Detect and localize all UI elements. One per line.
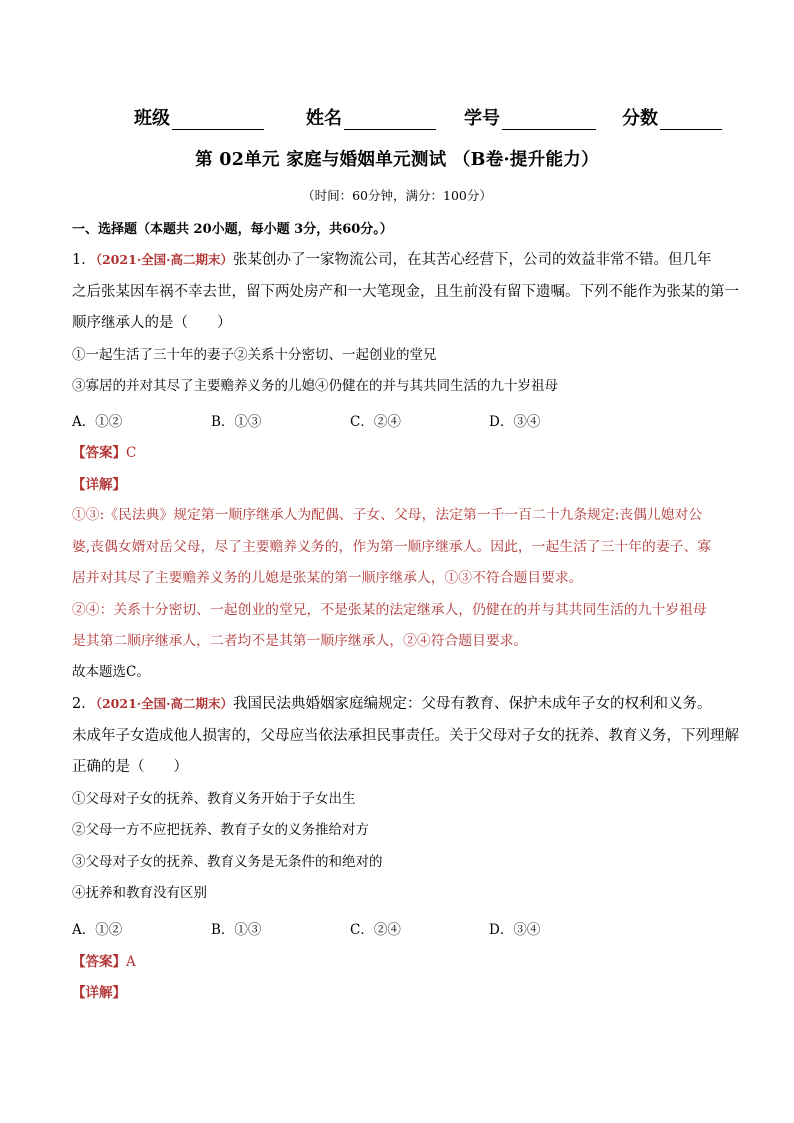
q1-stem-line-1 xyxy=(72,245,724,276)
q2-stem-line-2: 未成年子女造成他人损害的，父母应当依法承担民事责任。关于父母对子女的抚养、教育义务，下列理解 xyxy=(72,728,739,744)
q1-conclusion: 故本题选C。 xyxy=(72,664,150,680)
q1-source: （2021·全国·高二期末） xyxy=(95,252,233,267)
q2-item-4: ④抚养和教育没有区别 xyxy=(72,885,207,901)
score-field xyxy=(622,104,722,130)
q2-stem-line-3: 正确的是（ ） xyxy=(72,759,188,775)
page-subtitle: （时间：60分钟，满分：100分） xyxy=(302,188,492,203)
q1-detail-label: 【详解】 xyxy=(72,477,126,493)
score-label: 分数 xyxy=(622,108,658,129)
class-label: 班级 xyxy=(134,108,170,129)
q2-option-a[interactable]: A．①② xyxy=(72,922,123,938)
q2-answer xyxy=(72,950,136,970)
name-field xyxy=(306,104,464,130)
q1-detail-line-2: 婆,丧偶女婿对岳父母，尽了主要赡养义务的，作为第一顺序继承人。因此，一起生活了三十年的妻子、寡 xyxy=(72,539,712,555)
q1-option-d[interactable]: D．③④ xyxy=(489,414,541,430)
q1-item-line-1: ①一起生活了三十年的妻子②关系十分密切、一起创业的堂兄 xyxy=(72,347,437,363)
q1-number: 1． xyxy=(72,252,96,268)
id-blank[interactable] xyxy=(502,111,596,130)
q1-detail-line-4: ②④：关系十分密切、一起创业的堂兄，不是张某的法定继承人，仍健在的并与其共同生活的九十岁祖母 xyxy=(72,602,707,618)
q2-item-2: ②父母一方不应把抚养、教育子女的义务推给对方 xyxy=(72,822,369,838)
q1-option-a[interactable]: A．①② xyxy=(72,414,123,430)
q2-answer-value: A xyxy=(126,954,136,970)
q1-detail-line-3: 居并对其尽了主要赡养义务的儿媳是张某的第一顺序继承人，①③不符合题目要求。 xyxy=(72,570,583,586)
id-label: 学号 xyxy=(464,108,500,129)
q2-source: （2021·全国·高二期末） xyxy=(95,696,233,711)
q2-detail-label: 【详解】 xyxy=(72,985,126,1001)
score-blank[interactable] xyxy=(660,111,722,130)
q1-detail-line-1: ①③:《民法典》规定第一顺序继承人为配偶、子女、父母，法定第一千一百二十九条规定:丧偶儿媳对公 xyxy=(72,507,703,523)
id-field xyxy=(464,104,622,130)
q2-stem-line-1 xyxy=(72,689,724,720)
q1-item-line-2: ③寡居的并对其尽了主要赡养义务的儿媳④仍健在的并与其共同生活的九十岁祖母 xyxy=(72,378,558,394)
q2-options xyxy=(72,918,724,938)
section-heading: 一、选择题（本题共 20小题，每小题 3分，共60分。） xyxy=(72,222,393,237)
q1-detail-line-5: 是其第二顺序继承人，二者均不是其第一顺序继承人，②④符合题目要求。 xyxy=(72,633,528,649)
q1-answer-label: 【答案】 xyxy=(72,445,126,461)
page-title: 第 02单元 家庭与婚姻单元测试 （B卷·提升能力） xyxy=(195,150,599,170)
q2-number: 2． xyxy=(72,696,96,712)
q1-option-b[interactable]: B．①③ xyxy=(211,414,262,430)
class-field xyxy=(134,104,306,130)
name-label: 姓名 xyxy=(306,108,342,129)
q2-item-1: ①父母对子女的抚养、教育义务开始于子女出生 xyxy=(72,791,356,807)
q1-answer xyxy=(72,441,136,461)
q1-stem-line-3: 顺序继承人的是（ ） xyxy=(72,315,232,331)
q1-text-1: 张某创办了一家物流公司，在其苦心经营下，公司的效益非常不错。但几年 xyxy=(232,252,712,268)
q1-option-c[interactable]: C．②④ xyxy=(350,414,401,430)
student-info-row xyxy=(134,104,724,130)
name-blank[interactable] xyxy=(344,111,436,130)
q2-item-3: ③父母对子女的抚养、教育义务是无条件的和绝对的 xyxy=(72,854,383,870)
q1-answer-value: C xyxy=(126,445,137,461)
class-blank[interactable] xyxy=(172,111,264,130)
q2-option-d[interactable]: D．③④ xyxy=(489,922,541,938)
q2-text-1: 我国民法典婚姻家庭编规定：父母有教育、保护未成年子女的权利和义务。 xyxy=(232,696,712,712)
q1-stem-line-2: 之后张某因车祸不幸去世，留下两处房产和一大笔现金，且生前没有留下遗嘱。下列不能作为张某的第一 xyxy=(72,284,739,300)
q2-option-b[interactable]: B．①③ xyxy=(211,922,262,938)
q2-option-c[interactable]: C．②④ xyxy=(350,922,401,938)
q2-answer-label: 【答案】 xyxy=(72,954,126,970)
q1-options xyxy=(72,410,724,430)
